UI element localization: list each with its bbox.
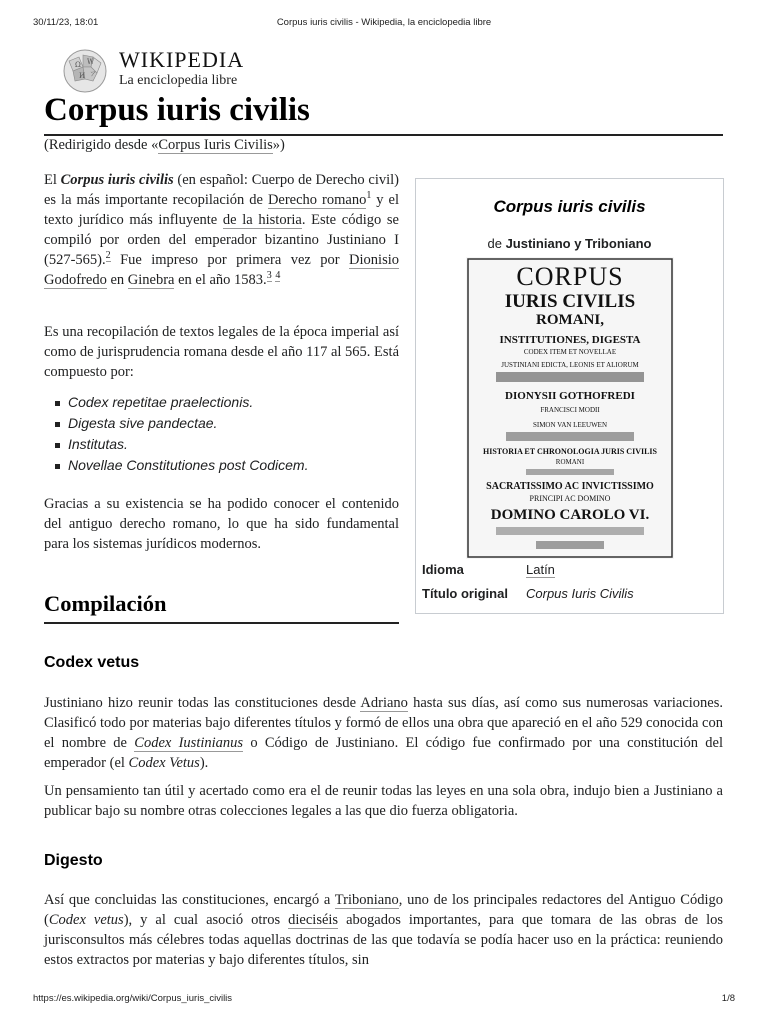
intro-text: Fue impreso por primera vez por — [110, 252, 350, 268]
list-item: Codex repetitae praelectionis. — [44, 392, 308, 413]
title-page-image[interactable] — [466, 257, 674, 559]
title-page-line: ROMANI — [555, 458, 585, 466]
title-page-line: JUSTINIANI EDICTA, LEONIS ET ALIORUM — [501, 361, 639, 369]
paragraph-digesto — [44, 890, 723, 970]
paragraph-codex — [44, 693, 723, 773]
link-adriano[interactable]: Adriano — [360, 695, 408, 711]
codex-term: Codex Vetus — [128, 755, 200, 771]
ref-3[interactable]: 3 — [266, 270, 272, 282]
print-page-number: 1/8 — [721, 993, 735, 1004]
title-page-line: SIMON VAN LEEUWEN — [532, 421, 608, 429]
infobox-key: Idioma — [422, 562, 464, 577]
intro-text: El — [44, 172, 61, 188]
page-title: Corpus iuris civilis — [44, 90, 723, 136]
infobox-author-prefix: de — [487, 236, 506, 251]
svg-text:ア: ア — [90, 71, 97, 78]
redirect-suffix: ») — [272, 137, 285, 153]
link-codex-iustinianus[interactable] — [134, 735, 243, 752]
paragraph-codex-2: Un pensamiento tan útil y acertado como era el de reunir todas las leyes en una sola obra, indujo bien a Justiniano a publicar bajo su nombre otras colecciones legales a las que dio fuerza obligatoria. — [44, 783, 723, 819]
title-page-line: INSTITUTIONES, DIGESTA — [499, 334, 641, 346]
wikipedia-globe-logo[interactable] — [61, 47, 113, 93]
heading-codex-vetus: Codex vetus — [44, 654, 140, 671]
intro-text: en el año 1583. — [174, 272, 267, 288]
title-page-line: DOMINO CAROLO VI. — [490, 507, 650, 523]
svg-text:W: W — [87, 58, 95, 66]
ref-2[interactable]: 2 — [105, 250, 111, 262]
print-datetime: 30/11/23, 18:01 — [33, 17, 99, 28]
svg-text:И: И — [79, 72, 86, 80]
redirect-link[interactable]: Corpus Iuris Civilis — [158, 137, 273, 153]
paragraph-existencia: Gracias a su existencia se ha podido conocer el contenido del antiguo derecho romano, lo que ha sido fundamental para los sistemas jurídicos modernos. — [44, 496, 399, 552]
list-item: Novellae Constitutiones post Codicem. — [44, 455, 308, 476]
wordmark-text: WIKIPEDIA — [119, 47, 245, 72]
codex-text: ). — [199, 755, 209, 771]
digesto-term: Codex vetus — [48, 912, 124, 928]
title-page-line: DIONYSII GOTHOFREDI — [505, 390, 635, 402]
title-page-line: IURIS CIVILIS — [504, 291, 636, 312]
codex-iustinianus-label: Codex Iustinianus — [134, 735, 244, 751]
title-page-line: CODEX ITEM ET NOVELLAE — [523, 348, 617, 356]
list-item: Digesta sive pandectae. — [44, 413, 308, 434]
link-historia[interactable]: de la historia — [222, 212, 302, 228]
title-page-line: PRINCIPI AC DOMINO — [529, 494, 611, 503]
components-list — [44, 392, 308, 476]
paragraph-recopilacion: Es una recopilación de textos legales de la época imperial así como de jurisprudencia romana desde el año 117 al 565. Está compuesto por: — [44, 324, 400, 380]
title-page-line: HISTORIA ET CHRONOLOGIA JURIS CIVILIS — [483, 447, 657, 456]
digesto-text: , uno de los principales redactores del Antiguo Código ( — [44, 892, 723, 928]
link-ginebra[interactable]: Ginebra — [127, 272, 175, 288]
codex-text: Justiniano hizo reunir todas las constituciones desde — [44, 695, 361, 711]
intro-text: (en español: Cuerpo de Derecho civil) es la más importante recopilación de — [44, 172, 399, 208]
codex-text: hasta sus días, así como sus numerosas variaciones. Clasificó todo por materias bajo diferentes títulos y formó de ellos una obra que apareció en el año 529 conocida con el nombre de — [44, 695, 723, 751]
heading-digesto: Digesto — [44, 852, 103, 869]
infobox-author — [416, 236, 723, 251]
title-page-line: SACRATISSIMO AC INVICTISSIMO — [486, 481, 654, 492]
codex-text: o Código de Justiniano. El código fue confirmado por una constitución del emperador (el — [44, 735, 723, 771]
title-page-line: FRANCISCI MODII — [540, 406, 600, 414]
print-url: https://es.wikipedia.org/wiki/Corpus_iuris_civilis — [33, 993, 233, 1004]
link-dieciseis[interactable]: dieciséis — [288, 912, 339, 928]
infobox-value: Corpus Iuris Civilis — [526, 586, 634, 601]
digesto-text: ), y al cual asoció otros — [123, 912, 289, 928]
heading-compilacion: Compilación — [44, 590, 399, 624]
intro-text: y el texto jurídico más influyente — [44, 192, 400, 228]
digesto-text: abogados importantes, para que tomara de las obras de los jurisconsultos más célebres todas aquellas doctrinas de las que todavía se podía hacer uso en la práctica: reuniendo estos extractos por materias y bajo diferentes títulos, sin — [44, 912, 723, 968]
wikipedia-wordmark[interactable] — [119, 49, 244, 89]
ref-1[interactable]: 1 — [366, 190, 372, 202]
intro-text: en — [106, 272, 128, 288]
link-derecho-romano[interactable]: Derecho romano — [267, 192, 367, 208]
ref-4[interactable]: 4 — [275, 270, 281, 282]
link-dionisio-godofredo[interactable]: Dionisio Godofredo — [44, 252, 399, 288]
print-doc-title: Corpus iuris civilis - Wikipedia, la enciclopedia libre — [276, 17, 492, 28]
list-item: Institutas. — [44, 434, 308, 455]
svg-text:Ω: Ω — [75, 61, 81, 69]
infobox — [415, 178, 724, 614]
link-triboniano[interactable]: Triboniano — [334, 892, 399, 908]
intro-text: . Este código se compiló por orden del emperador bizantino Justiniano I (527-565). — [44, 212, 399, 268]
intro-paragraph — [44, 170, 399, 290]
infobox-value-link[interactable]: Latín — [526, 562, 555, 577]
infobox-author-name[interactable]: Justiniano y Triboniano — [505, 236, 652, 251]
title-page-line: CORPUS — [516, 262, 624, 291]
title-page-line: ROMANI, — [536, 312, 604, 328]
redirect-prefix: (Redirigido desde « — [44, 137, 159, 153]
wordmark-tagline: La enciclopedia libre — [119, 73, 238, 88]
digesto-text: Así que concluidas las constituciones, encargó a — [44, 892, 335, 908]
intro-term: Corpus iuris civilis — [60, 172, 174, 188]
infobox-key: Título original — [422, 586, 508, 601]
redirect-note — [44, 137, 285, 154]
infobox-title: Corpus iuris civilis — [493, 197, 646, 216]
